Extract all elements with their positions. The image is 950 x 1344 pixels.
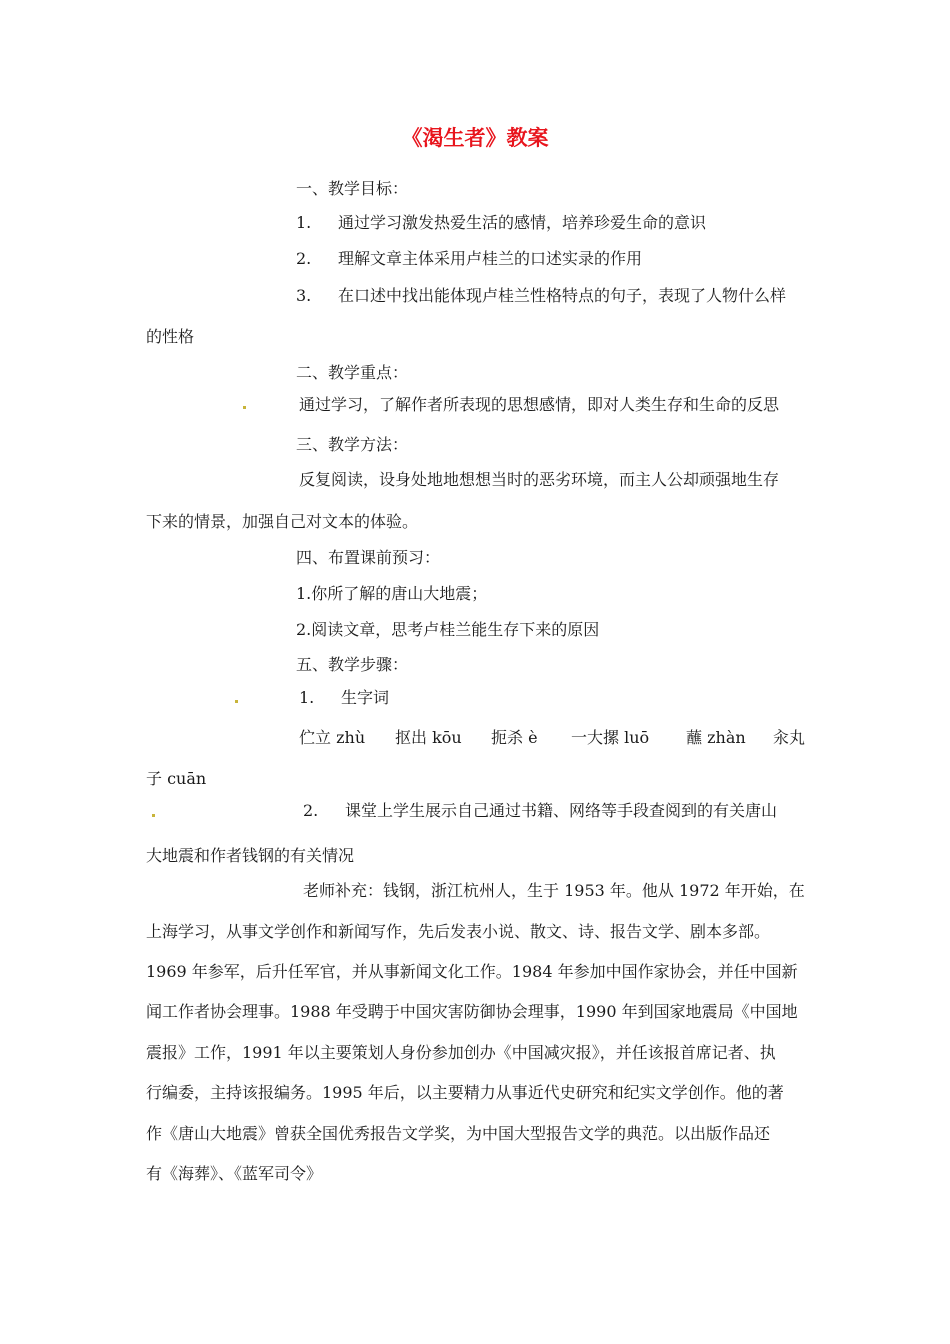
list-text: 课堂上学生展示自己通过书籍、网络等手段查阅到的有关唐山 xyxy=(345,801,778,820)
vocabulary-row xyxy=(0,728,950,748)
paragraph-line: 下来的情景，加强自己对文本的体验。 xyxy=(146,512,419,531)
marker-dot xyxy=(152,814,155,817)
document-title: 《渴生者》教案 xyxy=(401,126,549,150)
goal-item-1 xyxy=(296,213,706,233)
vocab-word-continued: 子 cuān xyxy=(146,769,207,788)
section-heading-goals: 一、教学目标： xyxy=(296,179,409,198)
vocab-word: 蘸 zhàn xyxy=(686,728,746,747)
section-heading-focus: 二、教学重点： xyxy=(296,363,409,382)
list-number: 3. xyxy=(296,286,312,305)
preview-item-2: 2.阅读文章，思考卢桂兰能生存下来的原因 xyxy=(296,620,600,639)
goal-item-3 xyxy=(296,286,786,306)
list-number: 1. xyxy=(296,213,312,232)
list-number: 2. xyxy=(296,249,312,268)
goal-item-2 xyxy=(296,249,642,269)
paragraph-line: 大地震和作者钱钢的有关情况 xyxy=(146,846,355,865)
paragraph-line: 行编委，主持该报编务。1995 年后，以主要精力从事近代史研究和纪实文学创作。他的著 xyxy=(146,1083,784,1102)
vocab-word: 一大摞 luō xyxy=(571,728,650,747)
step-item-2 xyxy=(303,801,777,821)
list-text: 在口述中找出能体现卢桂兰性格特点的句子，表现了人物什么样 xyxy=(338,286,787,305)
section-heading-method: 三、教学方法： xyxy=(296,435,409,454)
paragraph-line: 的性格 xyxy=(146,327,195,346)
paragraph-line: 上海学习，从事文学创作和新闻写作，先后发表小说、散文、诗、报告文学、剧本多部。 xyxy=(146,922,771,941)
vocab-word: 伫立 zhù xyxy=(299,728,366,747)
vocab-word: 抠出 kōu xyxy=(395,728,462,747)
preview-item-1: 1.你所了解的唐山大地震； xyxy=(296,584,488,603)
paragraph-line: 1969 年参军，后升任军官，并从事新闻文化工作。1984 年参加中国作家协会，并任中国新 xyxy=(146,962,798,981)
paragraph-line: 作《唐山大地震》曾获全国优秀报告文学奖，为中国大型报告文学的典范。以出版作品还 xyxy=(146,1124,771,1143)
paragraph-line: 通过学习，了解作者所表现的思想感情，即对人类生存和生命的反思 xyxy=(299,395,780,414)
list-number: 1. xyxy=(299,688,315,707)
marker-dot xyxy=(235,700,238,703)
paragraph-line: 反复阅读，设身处地地想想当时的恶劣环境，而主人公却顽强地生存 xyxy=(299,470,780,489)
list-text: 理解文章主体采用卢桂兰的口述实录的作用 xyxy=(338,249,643,268)
list-number: 2. xyxy=(303,801,319,820)
list-text: 通过学习激发热爱生活的感情，培养珍爱生命的意识 xyxy=(338,213,707,232)
list-text: 生字词 xyxy=(341,688,390,707)
paragraph-line: 老师补充：钱钢，浙江杭州人，生于 1953 年。他从 1972 年开始，在 xyxy=(303,881,805,900)
step-item-1 xyxy=(299,688,389,708)
marker-dot xyxy=(243,406,246,409)
section-heading-steps: 五、教学步骤： xyxy=(296,655,409,674)
paragraph-line: 有《海葬》、《蓝军司令》 xyxy=(146,1164,323,1183)
paragraph-line: 闻工作者协会理事。1988 年受聘于中国灾害防御协会理事，1990 年到国家地震局《中国地 xyxy=(146,1002,798,1021)
vocab-word: 扼杀 è xyxy=(491,728,538,747)
section-heading-preview: 四、布置课前预习： xyxy=(296,548,441,567)
vocab-word: 汆丸 xyxy=(773,728,806,747)
paragraph-line: 震报》工作，1991 年以主要策划人身份参加创办《中国减灾报》，并任该报首席记者、执 xyxy=(146,1043,776,1062)
